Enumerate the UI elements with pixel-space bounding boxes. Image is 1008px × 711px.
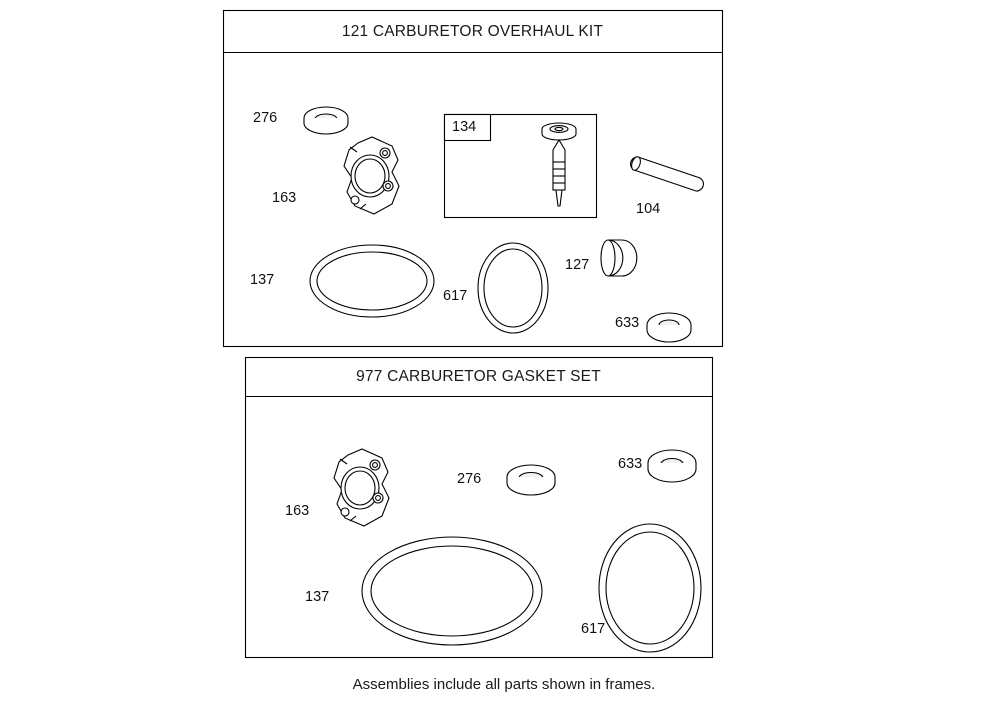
part-633-top: [647, 313, 691, 342]
kit-frame-title: 121 CARBURETOR OVERHAUL KIT: [341, 23, 604, 40]
part-163-top: [344, 137, 399, 214]
part-134-label: 134: [452, 119, 477, 135]
callout-163-bottom: 163: [285, 503, 310, 519]
callout-104: 104: [636, 201, 661, 217]
part-137-bottom: [362, 537, 542, 645]
callout-617-bottom: 617: [581, 621, 606, 637]
callout-633-top: 633: [615, 315, 640, 331]
callout-617-top: 617: [443, 288, 468, 304]
part-104-pin: [630, 156, 703, 191]
part-276-top: [304, 107, 348, 134]
part-617-bottom: [599, 524, 701, 652]
callout-276-bottom: 276: [457, 471, 482, 487]
part-137-top: [310, 245, 434, 317]
callout-137-top: 137: [250, 272, 275, 288]
part-633-bottom: [648, 450, 696, 482]
callout-137-bottom: 137: [305, 589, 330, 605]
part-276-bottom: [507, 465, 555, 495]
part-163-bottom: [334, 449, 389, 526]
callout-163-top: 163: [272, 190, 297, 206]
part-617-top: [478, 243, 548, 333]
part-127-plug: [601, 240, 637, 276]
callout-276-top: 276: [253, 110, 278, 126]
callout-633-bottom: 633: [618, 456, 643, 472]
callout-127: 127: [565, 257, 590, 273]
diagram-caption: Assemblies include all parts shown in frames.: [352, 676, 656, 693]
gasket-frame-title: 977 CARBURETOR GASKET SET: [356, 368, 601, 385]
